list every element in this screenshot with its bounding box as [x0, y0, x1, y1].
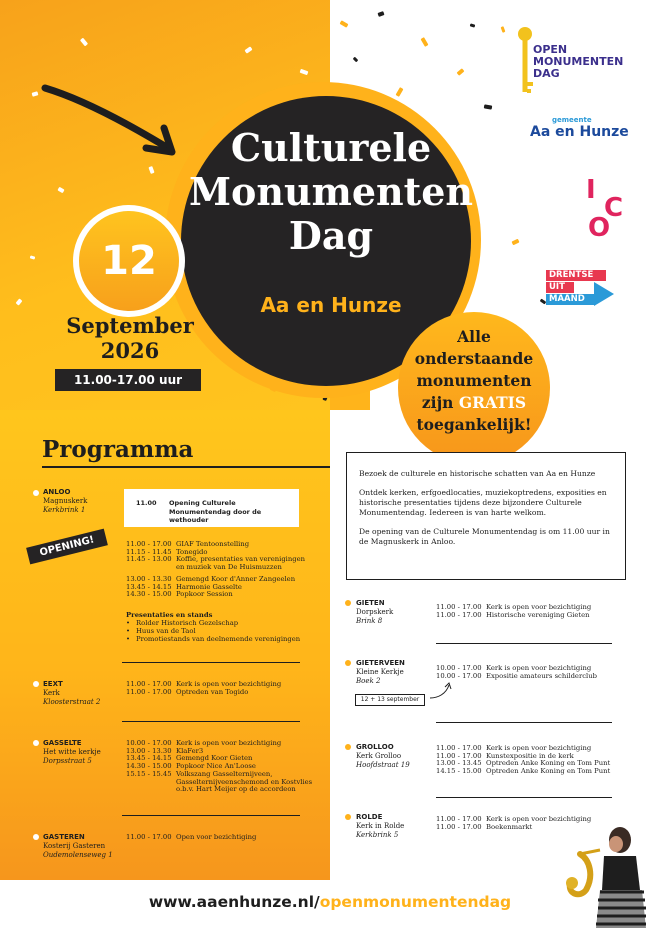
anloo-schedule: [126, 541, 305, 643]
opening-box: 11.00 Opening Culturele Monumentendag door de wethouder: [124, 489, 299, 527]
schedule-row: 11.15 - 11.45 Tonegido: [126, 547, 208, 556]
schedule-row: 15.15 - 15.45 Volkszang Gasselternijveen,: [126, 769, 273, 778]
schedule-row: 11.00 - 17.00 Historische vereniging Gieten: [436, 610, 590, 619]
arrow-icon: [40, 70, 180, 160]
divider: [436, 797, 612, 798]
schedule-row: 10.00 - 17.00 Expositie amateurs schilderclub: [436, 671, 597, 680]
schedule-row: 14.30 - 15.00 Popkoor Nice An'Loose: [126, 762, 256, 771]
location-bullet: [345, 660, 351, 666]
schedule-row: 11.00 - 17.00 Open voor bezichtiging: [126, 833, 257, 841]
location-gieterveen: GIETERVEEN Kleine Kerkje Boek 2: [356, 659, 405, 685]
location-eext: EEXT Kerk Kloosterstraat 2: [43, 680, 101, 706]
saxophonist-image: [560, 820, 655, 928]
open-monumentendag-logo: OPEN MONUMENTEN DAG: [516, 26, 636, 101]
key-icon: [516, 26, 534, 98]
schedule-row: 11.00 - 17.00 Kerk is open voor bezichtiging: [436, 744, 592, 752]
schedule-row: 11.00 - 17.00 GIAF Tentoonstelling: [126, 540, 250, 548]
intro-paragraph: Ontdek kerken, erfgoedlocaties, muziekoptredens, exposities en historische presentaties tijdens deze bijzondere Culturele Monumentendag. Iedereen is van harte welkom.: [359, 488, 607, 517]
location-gasteren: GASTEREN Kosterij Gasteren Oudemolenseweg 1: [43, 833, 113, 859]
gasteren-schedule: [126, 834, 256, 842]
intro-heading: Bezoek de culturele en historische schatten van Aa en Hunze: [359, 469, 596, 478]
schedule-row: en muziek van De Huismuzzen: [176, 563, 282, 572]
gieten-schedule: [436, 604, 591, 619]
schedule-row: 11.45 - 13.00 Koffie, presentaties van verenigingen: [126, 555, 305, 564]
location-grolloo: GROLLOO Kerk Grolloo Hoofdstraat 19: [356, 743, 410, 769]
location-bullet: [345, 814, 351, 820]
schedule-row: 10.00 - 17.00 Kerk is open voor bezichtiging: [126, 739, 282, 747]
location-anloo: ANLOO Magnuskerk Kerkbrink 1: [43, 488, 88, 514]
ioc-logo: I O C: [586, 175, 624, 243]
intro-opening-note: De opening van de Culturele Monumentendag is om 11.00 uur in de Magnuskerk in Anloo.: [359, 527, 610, 546]
opening-badge: OPENING!: [26, 529, 108, 565]
gieterveen-schedule: [436, 665, 597, 680]
location-bullet: [33, 740, 39, 746]
divider: [122, 721, 300, 722]
location-gieten: GIETEN Dorpskerk Brink 8: [356, 599, 394, 625]
schedule-row: 13.45 - 14.15 Gemengd Koor Gieten: [126, 754, 253, 763]
schedule-row: 11.00 - 17.00 Kerk is open voor bezichtiging: [126, 680, 282, 688]
schedule-row: 11.00 - 17.00 Kerk is open voor bezichtiging: [436, 815, 592, 823]
drentse-uitmaand-logo: DRENTSE UIT MAAND: [546, 270, 618, 310]
location-rolde: ROLDE Kerk in Rolde Kerkbrink 5: [356, 813, 405, 839]
divider: [122, 662, 300, 663]
schedule-row: 11.00 - 17.00 Optreden van Togido: [126, 687, 249, 696]
date-day: 12: [79, 211, 179, 311]
schedule-row: 14.15 - 15.00 Optreden Anke Koning en Tom Punt: [436, 767, 611, 776]
stands-list: • Rolder Historisch Gezelschap • Huus van de Taol • Promotiestands van deelnemende verenigingen: [126, 619, 305, 643]
website-link[interactable]: www.aaenhunze.nl/openmonumentendag: [148, 893, 512, 911]
location-bullet: [345, 744, 351, 750]
schedule-row: 14.30 - 15.00 Popkoor Session: [126, 590, 233, 599]
curved-arrow-icon: [428, 680, 454, 702]
location-bullet: [345, 600, 351, 606]
schedule-row: 11.00 - 17.00 Kerk is open voor bezichtiging: [436, 603, 592, 611]
date-month-year: September 2026: [66, 313, 194, 363]
intro-box: [346, 452, 626, 580]
schedule-row: 13.00 - 13.30 Gemengd Koor d'Anner Zangeelen: [126, 574, 296, 583]
schedule-row: 11.00 - 17.00 Kunstexpositie in de kerk: [436, 751, 574, 760]
free-entry-text: Alle onderstaande monumenten zijn GRATIS toegankelijk!: [414, 327, 534, 434]
municipality-subtitle: Aa en Hunze: [260, 293, 402, 317]
schedule-row: Gasselternijveenschemond en Kostvlies: [176, 777, 313, 786]
schedule-row: 11.00 - 17.00 Boekenmarkt: [436, 822, 533, 831]
page-title: Culturele Monumenten Dag: [188, 125, 474, 258]
location-bullet: [33, 490, 39, 496]
gemeente-logo: gemeente Aa en Hunze: [530, 116, 629, 140]
eext-schedule: [126, 681, 281, 696]
schedule-row: o.b.v. Hart Meijer op de accordeon: [176, 785, 296, 794]
divider: [436, 643, 612, 644]
divider: [122, 815, 300, 816]
location-gasselte: GASSELTE Het witte kerkje Dorpsstraat 5: [43, 739, 101, 765]
date-badge: 12 + 13 september: [355, 694, 425, 706]
gasselte-schedule: [126, 740, 312, 794]
opening-hours: 11.00-17.00 uur: [55, 369, 201, 391]
orange-background-program: [0, 410, 330, 880]
program-title-underline: [42, 466, 330, 468]
schedule-row: 10.00 - 17.00 Kerk is open voor bezichtiging: [436, 664, 592, 672]
stands-title: Presentaties en stands: [126, 610, 213, 619]
schedule-row: 13.00 - 13.45 Optreden Anke Koning en Tom Punt: [436, 759, 611, 768]
location-bullet: [33, 834, 39, 840]
grolloo-schedule: [436, 745, 610, 776]
location-bullet: [33, 681, 39, 687]
schedule-row: 13.00 - 13.30 KlaFer3: [126, 746, 204, 755]
divider: [436, 722, 612, 723]
program-title: Programma: [42, 436, 194, 463]
schedule-row: 13.45 - 14.15 Harmonie Gasselte: [126, 582, 242, 591]
